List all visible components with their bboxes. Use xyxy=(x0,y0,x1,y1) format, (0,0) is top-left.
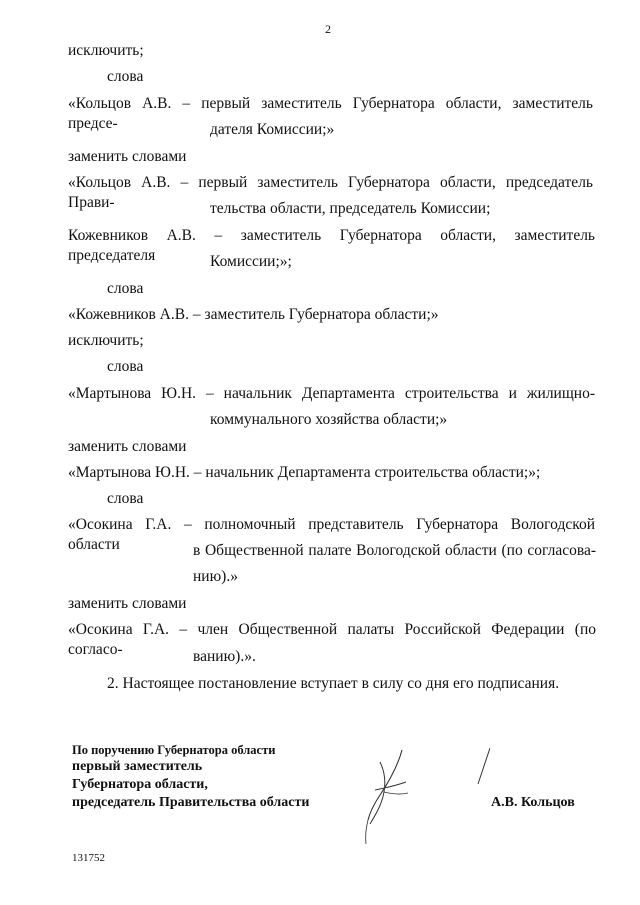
document-number: 131752 xyxy=(72,852,105,864)
signature-title-line: Губернатора области, xyxy=(72,777,208,792)
text-line: 2. Настоящее постановление вступает в силу со дня его подписания. xyxy=(107,675,560,692)
text-line: дателя Комиссии;» xyxy=(210,121,335,138)
text-line: исключить; xyxy=(68,332,144,349)
text-line: слова xyxy=(107,358,144,375)
text-line: Комиссии;»; xyxy=(210,253,292,270)
text-line: «Осокина Г.А. – член Общественной палаты Российской Федерации (по согласо- xyxy=(68,621,596,658)
signature-title-line: председатель Правительства области xyxy=(72,795,310,810)
text-line: «Кольцов А.В. – первый заместитель Губернатора области, председатель Прави- xyxy=(68,174,593,211)
text-line: заменить словами xyxy=(68,148,187,165)
text-line: в Общественной палате Вологодской области (по согласова- xyxy=(193,542,596,559)
signature-title-line: По поручению Губернатора области xyxy=(72,743,276,757)
signer-name: А.В. Кольцов xyxy=(491,795,575,810)
text-line: «Кольцов А.В. – первый заместитель Губернатора области, заместитель предсе- xyxy=(68,95,593,132)
text-line: нию).» xyxy=(193,568,238,585)
signature-title-line: первый заместитель xyxy=(72,759,203,774)
text-line: заменить словами xyxy=(68,438,187,455)
text-line: слова xyxy=(107,68,144,85)
text-line: заменить словами xyxy=(68,595,187,612)
handwritten-signature xyxy=(340,740,490,850)
text-line: «Кожевников А.В. – заместитель Губернатора области;» xyxy=(68,306,439,323)
text-line: ванию).». xyxy=(193,648,256,665)
text-line: тельства области, председатель Комиссии; xyxy=(210,200,491,217)
page-number: 2 xyxy=(325,22,331,36)
text-line: слова xyxy=(107,490,144,507)
text-line: слова xyxy=(107,280,144,297)
text-line: «Мартынова Ю.Н. – начальник Департамента строительства области;»; xyxy=(68,464,541,481)
text-line: исключить; xyxy=(68,42,144,59)
text-line: «Мартынова Ю.Н. – начальник Департамента строительства и жилищно- xyxy=(68,385,595,402)
text-line: коммунального хозяйства области;» xyxy=(210,411,448,428)
text-line: «Осокина Г.А. – полномочный представитель Губернатора Вологодской области xyxy=(68,516,595,553)
text-line: Кожевников А.В. – заместитель Губернатора области, заместитель председателя xyxy=(68,227,595,264)
